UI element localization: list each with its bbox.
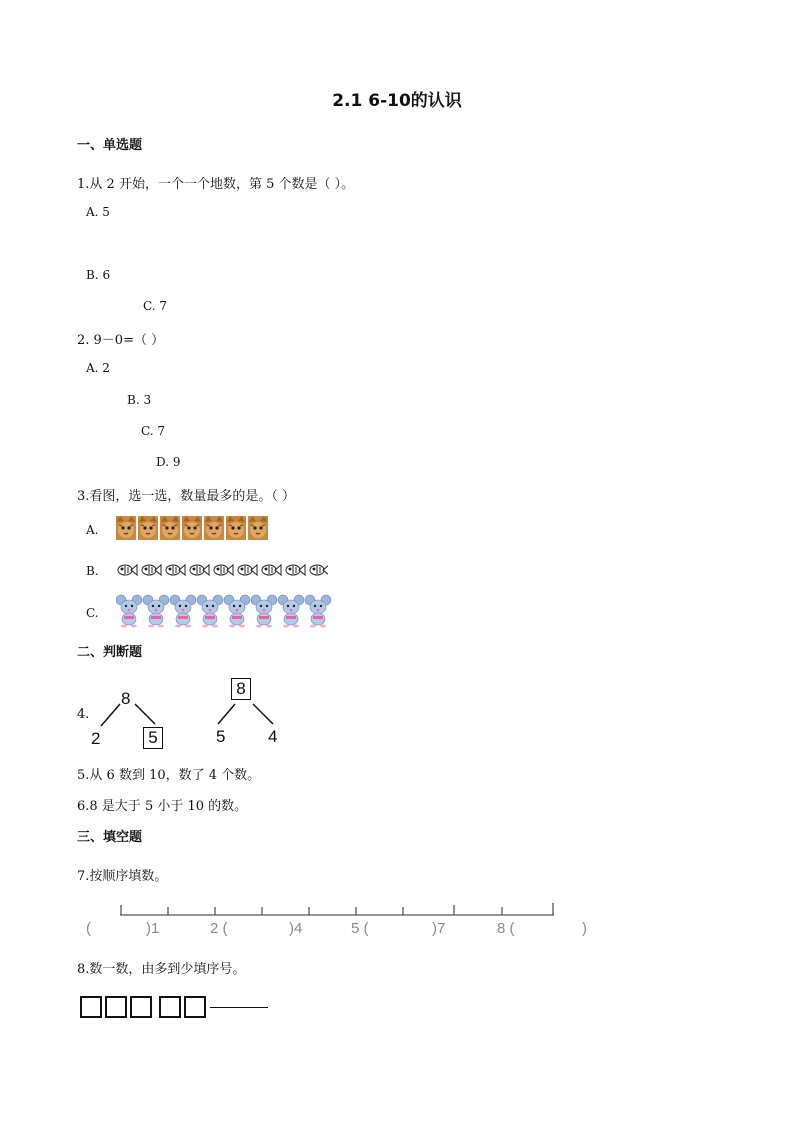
number-line-label-8: ) (582, 920, 587, 937)
q1-option-a: A. 5 (86, 205, 110, 219)
tree2-branch-lines (215, 702, 285, 728)
answer-box[interactable] (80, 996, 102, 1018)
question-7: 7.按顺序填数。 (77, 869, 168, 884)
cat-image-row (116, 516, 268, 540)
cat-faces-image (116, 516, 268, 540)
q4-label: 4. (77, 707, 90, 722)
question-8: 8.数一数，由多到少填序号。 (77, 962, 246, 977)
section-fill-in: 三、填空题 (77, 830, 143, 845)
question-6: 6.8 是大于 5 小于 10 的数。 (77, 799, 248, 814)
q1-option-c: C. 7 (143, 299, 168, 313)
question-3: 3.看图，选一选，数量最多的是。（ ） (77, 489, 296, 504)
answer-box[interactable] (184, 996, 206, 1018)
section-single-choice: 一、单选题 (77, 138, 143, 153)
question-2: 2. 9－0=（ ） (77, 333, 165, 348)
tree2-right-number: 4 (268, 727, 278, 746)
fish-image (116, 560, 328, 580)
section-true-false: 二、判断题 (77, 645, 143, 660)
tree1-right-boxed-number: 5 (143, 727, 163, 749)
question-1: 1.从 2 开始，一个一个地数，第 5 个数是（ ）。 (77, 177, 355, 192)
q3-option-b: B. (86, 564, 99, 578)
q2-option-b: B. 3 (127, 393, 152, 407)
mouse-image-row (116, 594, 338, 628)
tree2-top-boxed-number: 8 (231, 678, 251, 700)
q3-option-a: A. (86, 523, 99, 537)
page-title: 2.1 6-10的认识 (332, 91, 462, 111)
fish-image-row (116, 560, 328, 580)
number-line-label-2: )1 (146, 920, 160, 937)
q1-option-b: B. 6 (86, 268, 111, 282)
answer-line (210, 1007, 268, 1008)
number-line-label-7: 8 ( (497, 920, 515, 937)
number-line-label-5: 5 ( (351, 920, 369, 937)
answer-box[interactable] (130, 996, 152, 1018)
q2-option-c: C. 7 (141, 424, 166, 438)
mouse-image (116, 594, 338, 628)
q2-option-a: A. 2 (86, 361, 110, 375)
tree2-left-number: 5 (216, 727, 226, 746)
answer-box[interactable] (105, 996, 127, 1018)
number-line (118, 900, 558, 920)
number-line-label-4: )4 (289, 920, 303, 937)
tree1-branch-lines (95, 700, 165, 730)
number-line-label-1: ( (86, 920, 91, 937)
q3-option-c: C. (86, 606, 99, 620)
q2-option-d: D. 9 (156, 455, 181, 469)
tree1-top-number: 8 (121, 689, 131, 708)
number-line-label-3: 2 ( (210, 920, 228, 937)
number-line-label-6: )7 (432, 920, 446, 937)
question-5: 5.从 6 数到 10，数了 4 个数。 (77, 768, 261, 783)
answer-box[interactable] (159, 996, 181, 1018)
answer-boxes (80, 996, 268, 1018)
tree1-left-number: 2 (91, 729, 101, 748)
